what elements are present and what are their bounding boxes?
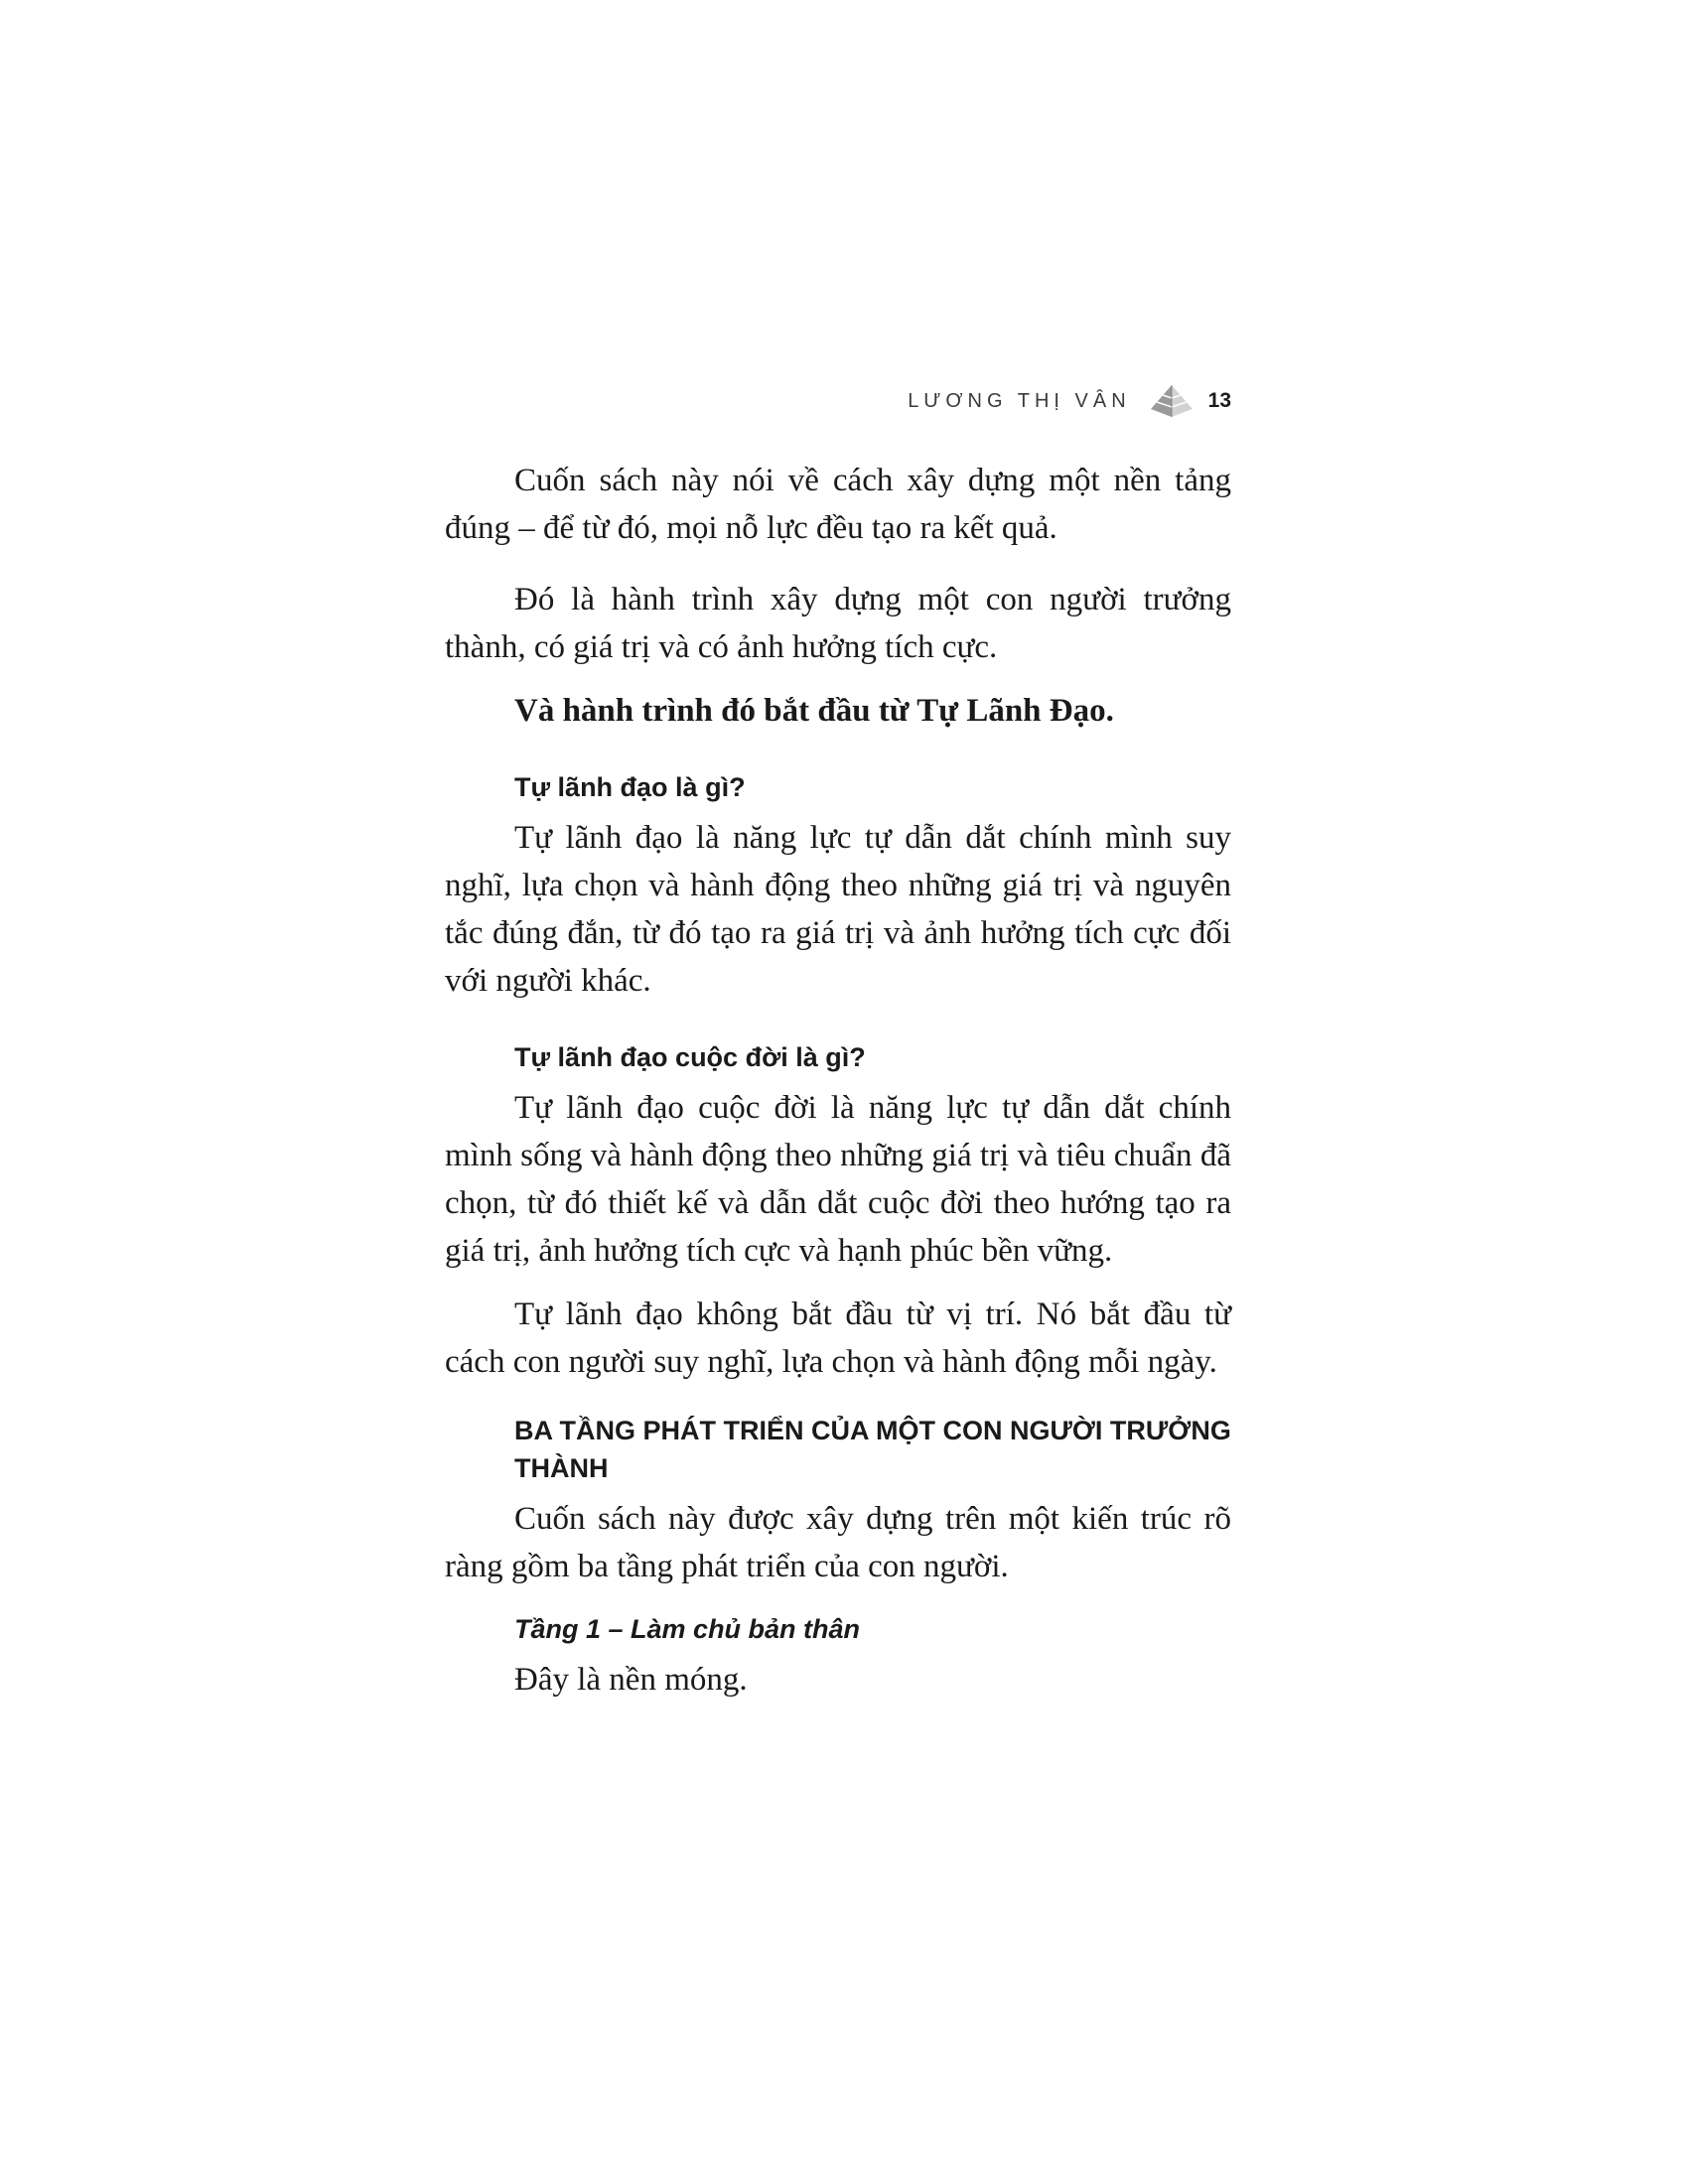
page-number: 13 (1207, 389, 1231, 412)
heading-three-levels: BA TẦNG PHÁT TRIỂN CỦA MỘT CON NGƯỜI TRƯỞNG THÀNH (514, 1416, 1231, 1483)
paragraph-journey: Đó là hành trình xây dựng một con người trưởng thành, có giá trị và có ảnh hưởng tích cực. (445, 582, 1231, 665)
paragraph-intro: Cuốn sách này nói về cách xây dựng một nền tảng đúng – để từ đó, mọi nỗ lực đều tạo ra kết quả. (445, 463, 1231, 546)
page-body (445, 457, 1231, 1719)
paragraph-life-self-leadership-definition: Tự lãnh đạo cuộc đời là năng lực tự dẫn dắt chính mình sống và hành động theo những giá trị và tiêu chuẩn đã chọn, từ đó thiết kế và dẫn dắt cuộc đời theo hướng tạo ra giá trị, ảnh hưởng tích cực và hạnh phúc bền vững. (445, 1090, 1231, 1269)
paragraph-self-leadership-start: Và hành trình đó bắt đầu từ Tự Lãnh Đạo. (514, 693, 1114, 729)
paragraph-book-architecture: Cuốn sách này được xây dựng trên một kiến trúc rõ ràng gồm ba tầng phát triển của con người. (445, 1501, 1231, 1584)
heading-level-1: Tầng 1 – Làm chủ bản thân (514, 1614, 861, 1644)
heading-what-is-life-self-leadership: Tự lãnh đạo cuộc đời là gì? (514, 1042, 866, 1072)
paragraph-self-leadership-position: Tự lãnh đạo không bắt đầu từ vị trí. Nó bắt đầu từ cách con người suy nghĩ, lựa chọn và hành động mỗi ngày. (445, 1297, 1231, 1380)
paragraph-foundation: Đây là nền móng. (514, 1662, 748, 1698)
author-name: LƯƠNG THỊ VÂN (908, 389, 1131, 412)
paragraph-self-leadership-definition: Tự lãnh đạo là năng lực tự dẫn dắt chính mình suy nghĩ, lựa chọn và hành động theo những giá trị và nguyên tắc đúng đắn, từ đó tạo ra giá trị và ảnh hưởng tích cực đối với người khác. (445, 820, 1231, 999)
pyramid-icon (1149, 383, 1195, 419)
running-header (894, 381, 1231, 421)
heading-what-is-self-leadership: Tự lãnh đạo là gì? (514, 772, 746, 802)
